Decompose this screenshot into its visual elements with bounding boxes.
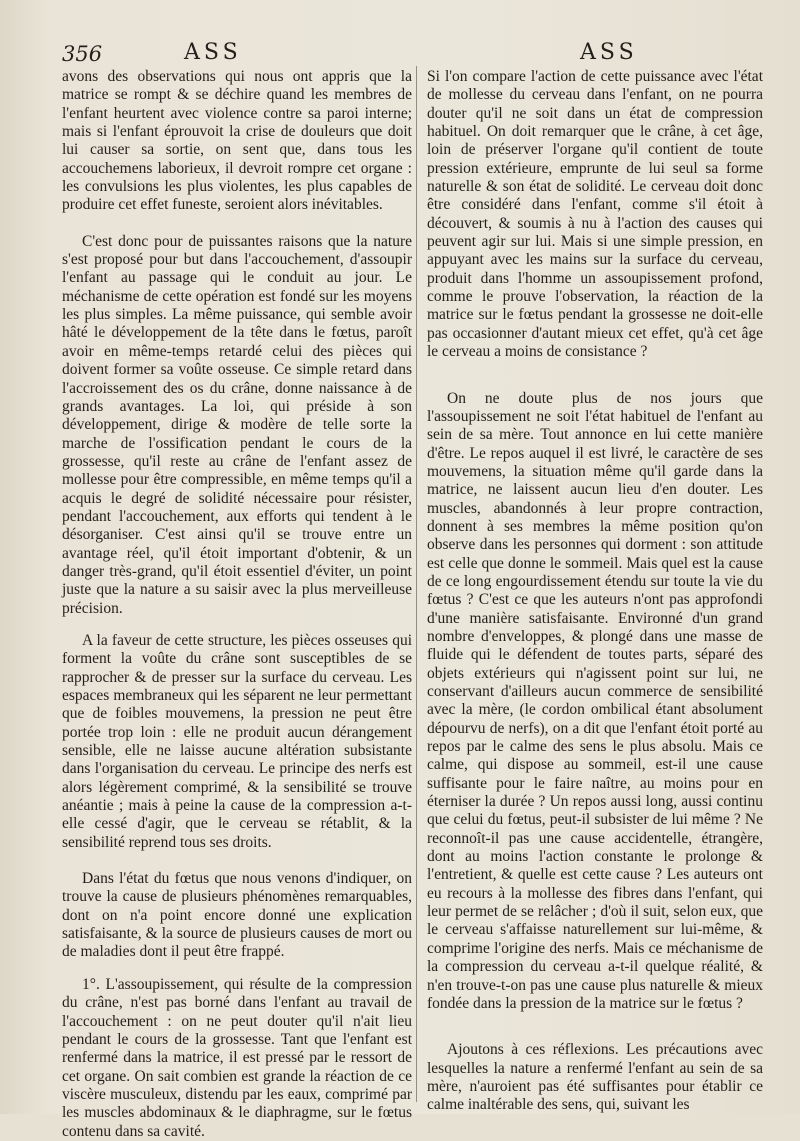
paragraph: Ajoutons à ces réflexions. Les précautions avec lesquelles la nature a renfermé l'enfant au sein de sa mère, n'auroient pas été suffisantes pour établir ce calme inaltérable des sens, qui, suivant les bbox=[427, 1041, 763, 1114]
paragraph: 1°. L'assoupissement, qui résulte de la compression du crâne, n'est pas borné dans l'enfant au travail de l'accouchement : on ne peut douter qu'il n'ait lieu pendant le cours de la grossesse. Tant que l'enfant est renfermé dans la matrice, il est pressé par le ressort de cet organe. On sait combien est grande la réaction de ce viscère musculeux, distendu par les eaux, comprimé par les muscles abdominaux & le diaphragme, sur le fœtus contenu dans sa cavité. bbox=[62, 975, 412, 1140]
paragraph: avons des observations qui nous ont appris que la matrice se rompt & se déchire quand les membres de l'enfant heurtent avec violence contre sa paroi interne; mais si l'enfant éprouvoit la crise de douleurs que doit lui causer sa sortie, on sent que, dans tous les accouchemens laborieux, il devroit rompre cet organe : les convulsions les plus violentes, les plus capables de produire cet effet funeste, seroient alors inévitables. bbox=[62, 68, 412, 214]
column-divider bbox=[416, 66, 417, 1102]
paragraph: C'est donc pour de puissantes raisons que la nature s'est proposé pour but dans l'accouchement, d'assoupir l'enfant au passage qui le conduit au jour. Le méchanisme de cette opération est fondé sur les moyens les plus simples. La même puissance, qui semble avoir hâté le développement de la tête dans le fœtus, paroît avoir en même-temps retardé celui des pièces qui doivent former sa voûte osseuse. Ce simple retard dans l'accroissement des os du crâne, donne naissance à de grands avantages. La loi, qui préside à son développement, dirige & modère de telle sorte la marche de l'ossification pendant le cours de la grossesse, qu'il reste au crâne de l'enfant assez de mollesse pour être compressible, en même temps qu'il a acquis le degré de solidité nécessaire pour résister, pendant l'accouchement, aux efforts qui tendent à le désorganiser. C'est ainsi qu'il se trouve entre un avantage réel, qu'il étoit important d'obtenir, & un danger très-grand, qu'il étoit essentiel d'éviter, un point juste que la nature a su saisir avec la plus merveilleuse précision. bbox=[62, 232, 412, 617]
page-number: 356 bbox=[62, 42, 103, 66]
left-running-title: ASS bbox=[184, 40, 242, 65]
right-column bbox=[427, 68, 763, 1115]
paragraph: A la faveur de cette structure, les pièces osseuses qui forment la voûte du crâne sont susceptibles de se rapprocher & de presser sur la surface du cerveau. Les espaces membraneux qui les séparent ne leur permettant que de foibles mouvemens, la pression ne peut être portée trop loin : elle ne produit aucun dérangement sensible, elle ne laisse aucune altération subsistante dans l'organisation du cerveau. Le principe des nerfs est alors légèrement comprimé, & la sensibilité se trouve anéantie ; mais à peine la cause de la compression a-t-elle cessé d'agir, que le cerveau se rétablit, & la sensibilité reprend tous ses droits. bbox=[62, 631, 412, 851]
left-column bbox=[62, 68, 412, 1141]
right-running-title: ASS bbox=[580, 40, 638, 65]
running-header bbox=[0, 38, 800, 68]
paragraph: Si l'on compare l'action de cette puissance avec l'état de mollesse du cerveau dans l'enfant, on ne pourra douter qu'il ne soit dans un état de compression habituel. On doit remarquer que le crâne, à cet âge, loin de préserver l'organe qu'il contient de toute pression extérieure, emprunte de lui seul sa forme naturelle & son état de solidité. Le cerveau doit donc être considéré dans l'enfant, comme s'il étoit à découvert, & soumis à nu à l'action des causes qui peuvent agir sur lui. Mais si une simple pression, en appuyant avec les mains sur la surface du cerveau, produit dans l'homme un assoupissement profond, comme le prouve l'observation, la réaction de la matrice sur le fœtus pendant la grossesse ne doit-elle pas occasionner d'autant mieux cet effet, qu'à cet âge le cerveau a moins de consistance ? bbox=[427, 68, 763, 361]
paragraph: On ne doute plus de nos jours que l'assoupissement ne soit l'état habituel de l'enfant au sein de sa mère. Tout annonce en lui cette manière d'être. Le repos auquel il est livré, le caractère de ses mouvemens, la situation même qu'il garde dans la matrice, ne laissent aucun lieu d'en douter. Les muscles, abandonnés à leur propre contraction, donnent à ses membres la même position qu'on observe dans les personnes qui dorment : son attitude est celle que donne le sommeil. Mais quel est la cause de ce long engourdissement étendu sur toute la vie du fœtus ? C'est ce que les auteurs n'ont pas approfondi d'une manière satisfaisante. Environné d'un grand nombre d'enveloppes, & plongé dans une masse de fluide qui le défendent de toutes parts, séparé des objets extérieurs qui n'agissent point sur lui, ne conservant d'ailleurs aucun commerce de sensibilité avec la mère, (le cordon ombilical étant absolument dépourvu de nerfs), on a dit que l'enfant étoit porté au repos par le calme des sens le plus absolu. Mais ce calme, qui dispose au sommeil, est-il une cause suffisante pour le faire naître, au moins pour en éterniser la durée ? Un repos aussi long, aussi continu que celui du fœtus, peut-il subsister de lui même ? Ne reconnoît-il pas une cause accidentelle, étrangère, dont au moins l'action constante le prolonge & l'entretient, & quelle est cette cause ? Les auteurs ont eu recours à la mollesse des fibres dans l'enfant, qui leur permet de se relâcher ; d'où il suit, selon eux, que le cerveau s'affaisse naturellement sur lui-même, & comprime l'origine des nerfs. Mais ce méchanisme de la compression du cerveau a-t-il quelque réalité, & n'en trouve-t-on pas une cause plus naturelle & mieux fondée dans la pression de la matrice sur le fœtus ? bbox=[427, 389, 763, 1012]
paragraph: Dans l'état du fœtus que nous venons d'indiquer, on trouve la cause de plusieurs phénomènes remarquables, dont on n'a point encore donné une explication satisfaisante, & la source de plusieurs causes de mort ou de maladies dont il peut être frappé. bbox=[62, 870, 412, 961]
